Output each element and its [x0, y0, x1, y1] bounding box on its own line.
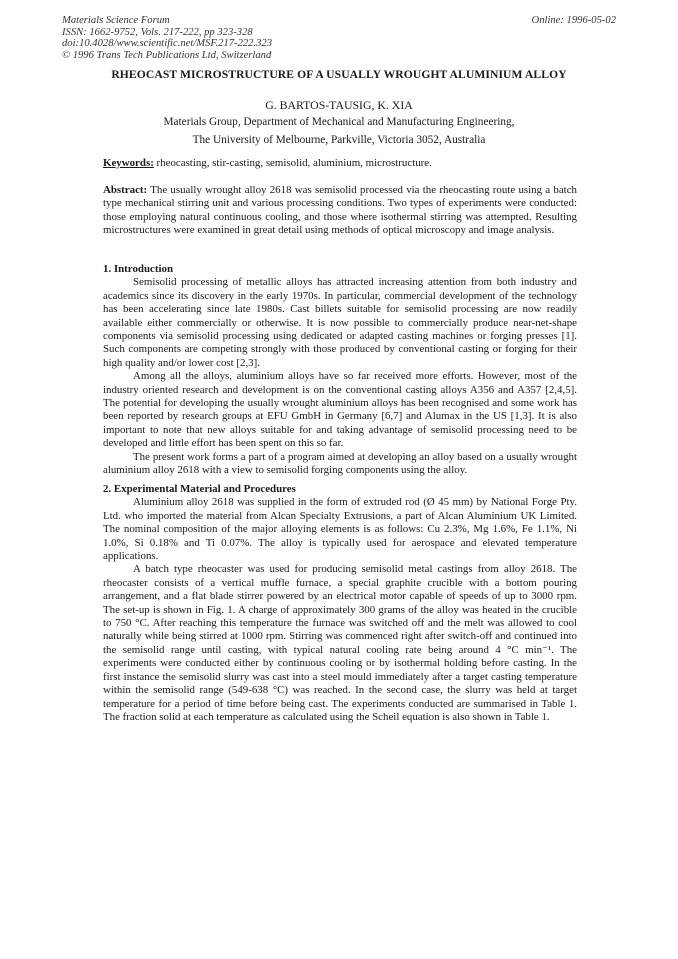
- section-introduction: [103, 263, 577, 478]
- online-date: Online: 1996-05-02: [531, 15, 616, 26]
- section-heading: 2. Experimental Material and Procedures: [103, 483, 296, 495]
- affiliation-line-2: The University of Melbourne, Parkville, Victoria 3052, Australia: [192, 133, 486, 146]
- copyright-line: © 1996 Trans Tech Publications Ltd, Switzerland: [62, 49, 272, 61]
- doi-link[interactable]: doi:10.4028/www.scientific.net/MSF.217-222.323: [62, 38, 272, 50]
- abstract-text: The usually wrought alloy 2618 was semisolid processed via the rheocasting route using a batch type mechanical stirring unit and various processing conditions. Two types of experiments were conducted: those employing natural continuous cooling, and those where isothermal stirring was attempted. Resulting microstructures were examined in great detail using methods of optical microscopy and image analysis.: [103, 184, 577, 237]
- keywords-block: [103, 157, 577, 170]
- paragraph: Among all the alloys, aluminium alloys have so far received more efforts. However, most of the industry oriented research and development is on the conventional casting alloys A356 and A357 [2,4,5]. The potential for developing the usually wrought aluminium alloys has been recognised and some work has been reported by research groups at EFU GmbH in Germany [6,7] and Alumax in the US [1,3]. It is also important to note that new alloys suitable for and taking advantage of semisolid processing need to be developed and little effort has been spent on this so far.: [103, 370, 577, 450]
- keywords-label: Keywords:: [103, 157, 154, 169]
- section-experimental: [103, 483, 577, 724]
- journal-header: [62, 15, 272, 61]
- section-heading: 1. Introduction: [103, 263, 173, 275]
- paper-authors: G. BARTOS-TAUSIG, K. XIA: [265, 98, 413, 112]
- keywords-text: rheocasting, stir-casting, semisolid, aluminium, microstructure.: [153, 157, 432, 169]
- abstract-block: [103, 184, 577, 238]
- paper-title: RHEOCAST MICROSTRUCTURE OF A USUALLY WROUGHT ALUMINIUM ALLOY: [111, 68, 567, 81]
- journal-name: Materials Science Forum: [62, 15, 170, 26]
- paragraph: A batch type rheocaster was used for producing semisolid metal castings from alloy 2618. The rheocaster consists of a vertical muffle furnace, a special graphite crucible with a bottom pouring arrangement, and a flat blade stirrer powered by an electrical motor capable of speeds of up to 3000 rpm. The set-up is shown in Fig. 1. A charge of approximately 300 grams of the alloy was heated in the crucible to 750 °C. After reaching this temperature the furnace was switched off and the melt was allowed to cool naturally while being stirred at 1000 rpm. Stirring was commenced right after switch-off and continued into the semisolid range until casting, with typical natural cooling rate being around 4 °C min⁻¹. The experiments were conducted either by continuous cooling or by isothermal holding before casting. In the first instance the semisolid slurry was cast into a steel mould immediately after a target casting temperature within the semisolid range (549-638 °C) was reached. In the second case, the slurry was held at target temperature for a period of time before being cast. The experiments conducted are summarised in Table 1. The fraction solid at each temperature as calculated using the Scheil equation is also shown in Table 1.: [103, 563, 577, 723]
- paragraph: Aluminium alloy 2618 was supplied in the form of extruded rod (Ø 45 mm) by National Forge Pty. Ltd. who imported the material from Alcan Specialty Extrusions, a part of Alcan Aluminium UK Limited. The nominal composition of the major alloying elements is as follows: Cu 2.3%, Mg 1.6%, Fe 1.1%, Ni 1.0%, Si 0.18% and Ti 0.07%. The alloy is typically used for aerospace and elevated temperature applications.: [103, 496, 577, 563]
- abstract-label: Abstract:: [103, 184, 148, 196]
- affiliation-line-1: Materials Group, Department of Mechanical and Manufacturing Engineering,: [163, 116, 515, 128]
- issn-line: ISSN: 1662-9752, Vols. 217-222, pp 323-328: [62, 26, 253, 38]
- paragraph: Semisolid processing of metallic alloys has attracted increasing attention from both industry and academics since its discovery in the early 1970s. In particular, commercial development of the technology has been accelerating since late 1980s. Cast billets suitable for semisolid processing are now readily available either commercially or otherwise. It is now possible to commercially produce near-net-shape components via semisolid processing using dedicated or adapted casting machines or forging presses [1]. Such components are competing strongly with those produced by conventional casting or forging for their high quality and/or lower cost [2,3].: [103, 276, 577, 369]
- paragraph: The present work forms a part of a program aimed at developing an alloy based on a usually wrought aluminium alloy 2618 with a view to semisolid forging components using the alloy.: [103, 450, 577, 477]
- affiliation: [0, 114, 678, 149]
